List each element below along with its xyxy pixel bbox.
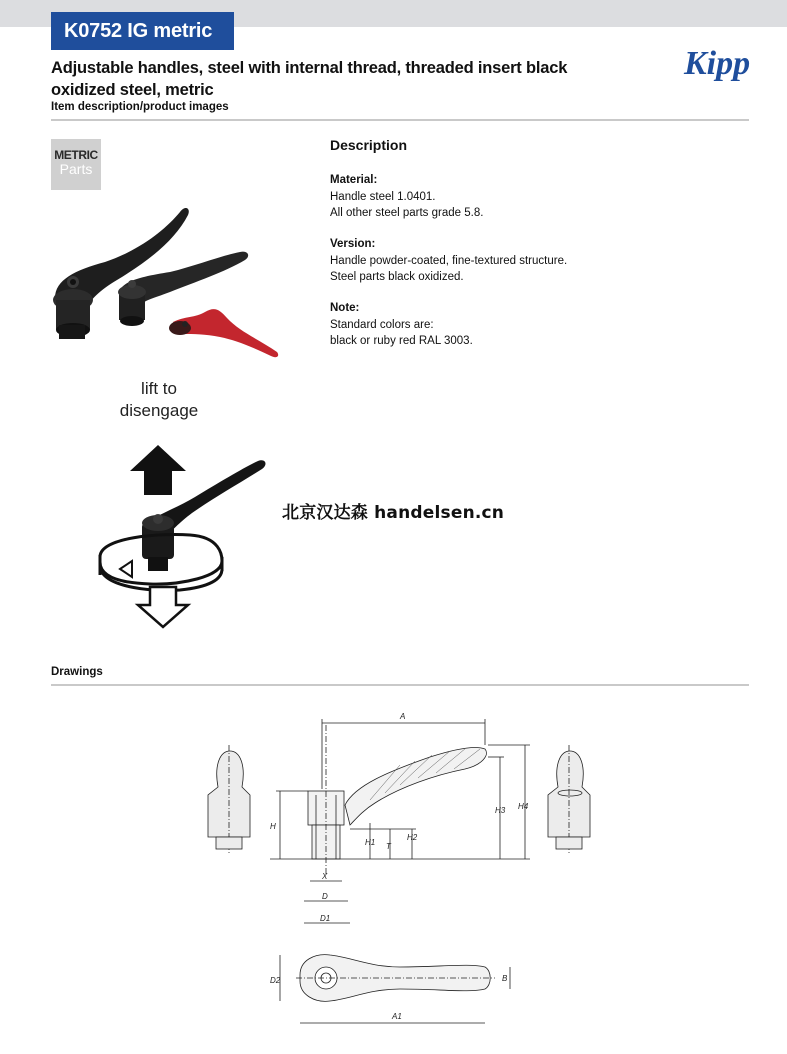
note-label: Note: <box>330 302 360 314</box>
badge-line-1: METRIC <box>54 148 98 162</box>
note-line: Standard colors are: <box>330 318 434 331</box>
dim-h1: H1 <box>365 838 376 847</box>
material-label: Material: <box>330 174 378 186</box>
product-code: K0752 IG metric <box>51 12 234 50</box>
dim-t: T <box>386 842 391 851</box>
badge-line-2: Parts <box>59 161 93 177</box>
note-line: black or ruby red RAL 3003. <box>330 335 473 347</box>
dim-b: B <box>502 974 508 983</box>
dim-h3: H3 <box>495 806 506 815</box>
description-heading: Description <box>330 137 408 153</box>
header-divider <box>51 119 749 121</box>
dim-h4: H4 <box>518 802 529 811</box>
material-section <box>330 172 483 222</box>
section-subtitle: Item description/product images <box>51 101 229 113</box>
drawings-heading: Drawings <box>51 666 103 678</box>
dim-d1: D1 <box>320 914 331 923</box>
lift-to-disengage-label <box>100 378 218 422</box>
logo-text: Kipp <box>684 45 751 82</box>
version-label: Version: <box>330 238 376 250</box>
dim-a1: A1 <box>392 1012 402 1021</box>
kipp-logo <box>682 38 752 84</box>
note-section <box>330 300 473 350</box>
dim-x: X <box>322 872 328 881</box>
page-title <box>51 57 651 101</box>
lift-label-line-2: disengage <box>119 401 199 420</box>
title-line-2: oxidized steel, metric <box>51 81 214 99</box>
dim-h: H <box>270 822 276 831</box>
dim-a: A <box>400 712 406 721</box>
version-line: Steel parts black oxidized. <box>330 271 464 283</box>
dim-h2: H2 <box>407 833 418 842</box>
up-arrow-icon <box>130 445 186 495</box>
watermark-text: 北京汉达森 handelsen.cn <box>282 503 505 523</box>
dim-d2: D2 <box>270 976 281 985</box>
material-line: All other steel parts grade 5.8. <box>330 207 484 219</box>
down-arrow-icon <box>138 587 188 627</box>
version-section <box>330 236 567 286</box>
product-photo <box>45 200 285 365</box>
title-line-1: Adjustable handles, steel with internal thread, threaded insert black <box>51 59 568 77</box>
drawings-divider <box>51 684 749 686</box>
lift-disengage-illustration <box>90 437 280 632</box>
version-line: Handle powder-coated, fine-textured structure. <box>330 254 568 267</box>
lift-label-line-1: lift to <box>141 379 177 398</box>
metric-parts-badge <box>51 139 101 190</box>
dim-d: D <box>322 892 328 901</box>
material-line: Handle steel 1.0401. <box>330 190 436 203</box>
technical-drawing <box>200 705 600 1035</box>
